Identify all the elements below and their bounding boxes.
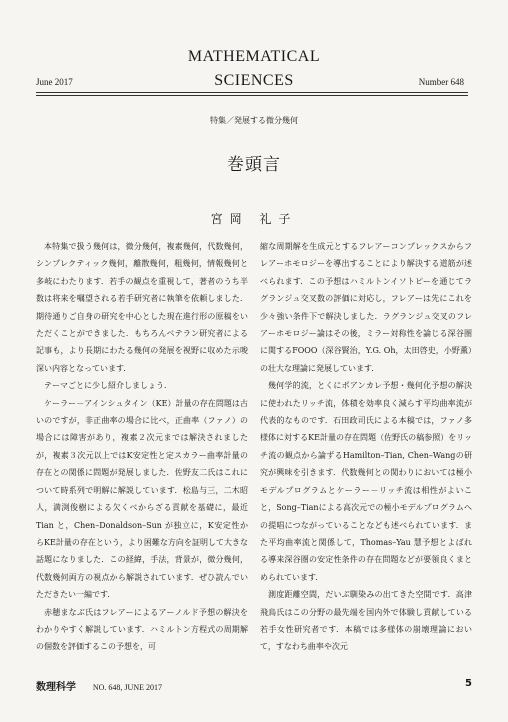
paragraph: 赤穂まなぶ氏はフレアーによるアーノルド予想の解決をわかりやすく解説しています．ハミルトン方程式の周期解の個数を評価するこの予想を，可 (36, 607, 248, 652)
paragraph: 測度距離空間，だいぶ馴染みの出てきた空間です．高津飛鳥氏はこの分野の最先端を国内外で体験し貢献している若手女性研究者です．本稿では多様体の崩壊理論において，すなわち曲率や次元 (260, 590, 472, 652)
paragraph: 幾何学的流，とくにポアンカレ予想・幾何化予想の解決に使われたリッチ流，体積を効率良く減らす平均曲率流が代表的なものです．石田政司氏による本稿では，ファノ多様体に対するKE計量の存在問題（佐野氏の稿参照）をリッチ流の観点から論ずるHamilton–Tian, Chen–Wangの研究が興味を引きます．代数幾何との関わりにおいては極小モデルプログラムとケーラー－リッチ流は相性がよいこと，Song–Tianによる高次元での極小モデルプログラムへの提唱につながっていることなども述べられています．また平均曲率流と関係して，Thomas–Yau 慧予想とよばれる導来深谷圏の安定性条件の存在問題などが要領良くまとめられています． (260, 381, 472, 582)
page-number: 5 (465, 678, 472, 689)
header-rule-bottom (36, 95, 468, 96)
page-footer (36, 678, 472, 693)
issue-date: June 2017 (36, 77, 73, 87)
masthead-line-1: MATHEMATICAL (187, 48, 321, 65)
masthead-line-2: SCIENCES (214, 72, 294, 89)
special-issue-label: 特集／発展する微分幾何 (210, 116, 298, 125)
footer-journal-name: 数理科学 (36, 682, 76, 693)
paragraph: 縮な周期解を生成元とするフレアーコンプレックスからフレアーホモロジーを導出することにより解決する道筋が述べられます．この予想はハミルトンイソトピーを通じてラグランジュ交叉数の評価に対応し，フレアーは先にこれを少々強い条件下で解決しました．ラグランジュ交叉のフレアーホモロジー論はその後，ミラー対称性を論じる深谷圏に関するFOOO（深谷賢治，Y.G. Oh，太田啓史，小野薫）の壮大な理論に発展しています． (260, 242, 472, 373)
paragraph: テーマごとに少し紹介しましょう． (44, 381, 172, 391)
paragraph: 本特集で扱う幾何は，微分幾何，複素幾何，代数幾何，シンプレクティック幾何，離散幾何，粗幾何，情報幾何と多岐にわたります．若手の観点を重視して，著者のうち半数は将来を嘱望される若手研究者に執筆を依頼しました．期待通りご自身の研究を中心とした現在進行形の原稿をいただくことができました．もちろんベテラン研究者による記事も，より長期にわたる幾何の発展を視野に収めた示唆深い内容となっています． (36, 242, 248, 373)
header-rule-top (36, 92, 468, 93)
article-title: 巻頭言 (227, 155, 281, 175)
article-author: 宮岡 礼子 (210, 212, 298, 226)
right-column (260, 238, 472, 656)
left-column (36, 238, 248, 656)
footer-issue: NO. 648, JUNE 2017 (92, 683, 162, 692)
issue-number: Number 648 (418, 77, 464, 87)
paragraph: ケーラー－アインシュタイン（KE）計量の存在問題は古いのですが，非正曲率の場合に比べ，正曲率（ファノ）の場合には障害があり，複素２次元までは解決されましたが，複素３次元以上ではK安定性と定スカラー曲率計量の存在との関係に問題が発展しました．佐野友二氏はこれについて時系列で明解に解説しています．松島与三，二木昭人，満渕俊樹による欠くべからざる貢献を基礎に，最近Tian と，Chen–Donaldson–Sun が独立に，K安定性からKE計量の存在という，より困難な方向を証明して大きな話題になりました．この経緯，手法，背景が，微分幾何，代数幾何両方の視点から解説されています．ぜひ読んでいただきたい一編です． (36, 398, 248, 600)
